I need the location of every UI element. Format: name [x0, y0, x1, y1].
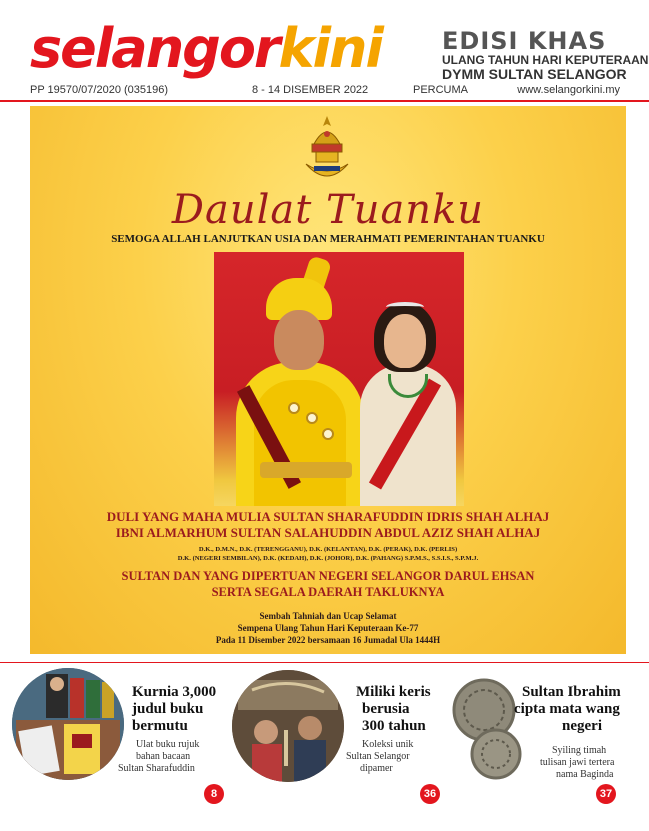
medal-icon: [306, 412, 318, 424]
greeting-line1: Sembah Tahniah dan Ucap Selamat: [259, 611, 397, 621]
honours-line2: D.K. (NEGERI SEMBILAN), D.K. (KEDAH), D.K. (JOHOR), D.K. (PAHANG) S.P.M.S., S.S.I.S., S.P.M.J.: [177, 555, 479, 562]
sultan-title: [30, 568, 626, 600]
teaser2-desc-line1: Koleksi unik: [362, 739, 414, 750]
teaser-divider: [0, 662, 649, 663]
teaser3-page-badge[interactable]: 37: [596, 784, 616, 804]
logo-kini: kini: [278, 17, 382, 80]
meta-row: [30, 84, 620, 98]
permit-number: PP 19570/07/2020 (035196): [30, 84, 169, 96]
sultan-full-name: [30, 509, 626, 541]
teaser1-title-line3[interactable]: bermutu: [132, 718, 188, 734]
teaser1-desc-line3: Sultan Sharafuddin: [118, 763, 195, 774]
subheadline: SEMOGA ALLAH LANJUTKAN USIA DAN MERAHMATI PEMERINTAHAN TUANKU: [111, 233, 545, 245]
teaser3-desc-line2: tulisan jawi tertera: [540, 757, 615, 768]
teaser-books-image[interactable]: [12, 668, 124, 780]
books-illustration: [12, 668, 124, 780]
teaser1-page-badge[interactable]: 8: [204, 784, 224, 804]
honoree-label: DYMM SULTAN SELANGOR: [442, 66, 627, 82]
greeting-line3: Pada 11 Disember 2022 bersamaan 16 Jumadal Ula 1444H: [215, 635, 441, 645]
teaser2-title-line1[interactable]: Miliki keris: [356, 684, 431, 700]
selangorkini-logo[interactable]: [30, 14, 382, 84]
greeting-line2: Sempena Ulang Tahun Hari Keputeraan Ke-77: [237, 623, 419, 633]
honours-line1: D.K., D.M.N., D.K. (TERENGGANU), D.K. (KELANTAN), D.K. (PERAK), D.K. (PERLIS): [198, 546, 458, 553]
price-label: PERCUMA: [413, 84, 469, 96]
teaser1-title-line2[interactable]: judul buku: [132, 701, 204, 717]
royal-portrait: [214, 252, 464, 506]
greeting-block: [30, 610, 626, 646]
medal-icon: [322, 428, 334, 440]
tiara-icon: [386, 302, 424, 312]
teaser-keris-image[interactable]: [232, 670, 344, 782]
consort-face: [384, 314, 426, 368]
title-line1: SULTAN DAN YANG DIPERTUAN NEGERI SELANGOR DARUL EHSAN: [121, 569, 535, 583]
teaser2-desc-line2: Sultan Selangor: [346, 751, 410, 762]
teaser2-title-line2[interactable]: berusia: [362, 701, 410, 717]
teaser3-desc-line3: nama Baginda: [556, 769, 614, 780]
teaser3-desc-line1: Syiling timah: [552, 745, 607, 756]
teaser2-title-line3[interactable]: 300 tahun: [362, 718, 426, 734]
title-line2: SERTA SEGALA DAERAH TAKLUKNYA: [211, 585, 445, 599]
headline: Daulat Tuanku: [171, 187, 485, 233]
masthead-divider: [0, 100, 649, 102]
teaser3-title-line3[interactable]: negeri: [562, 718, 602, 734]
sultan-belt: [260, 462, 352, 478]
teaser2-desc-line3: dipamer: [360, 763, 393, 774]
sultan-name-line2: IBNI ALMARHUM SULTAN SALAHUDDIN ABDUL AZIZ SHAH ALHAJ: [115, 525, 541, 540]
sultan-name-line1: DULI YANG MAHA MULIA SULTAN SHARAFUDDIN IDRIS SHAH ALHAJ: [106, 509, 550, 524]
issue-date: 8 - 14 DISEMBER 2022: [252, 84, 369, 96]
website-link[interactable]: www.selangorkini.my: [517, 84, 620, 96]
teaser1-desc-line1: Ulat buku rujuk: [136, 739, 200, 750]
teaser3-title-line1[interactable]: Sultan Ibrahim: [522, 684, 621, 700]
main-feature-panel: [30, 106, 626, 654]
sultan-face: [274, 310, 324, 370]
teaser1-desc-line2: bahan bacaan: [136, 751, 191, 762]
keris-exhibit-illustration: [232, 670, 344, 782]
masthead: [0, 0, 649, 104]
teaser2-page-badge[interactable]: 36: [420, 784, 440, 804]
medal-icon: [288, 402, 300, 414]
teaser3-title-line2[interactable]: cipta mata wang: [514, 701, 620, 717]
occasion-label: ULANG TAHUN HARI KEPUTERAAN: [442, 53, 649, 67]
royal-crest-icon: [296, 114, 358, 188]
edition-label: EDISI KHAS: [442, 27, 607, 55]
logo-selangor: selangor: [30, 17, 279, 80]
teaser1-title-line1[interactable]: Kurnia 3,000: [132, 684, 217, 700]
